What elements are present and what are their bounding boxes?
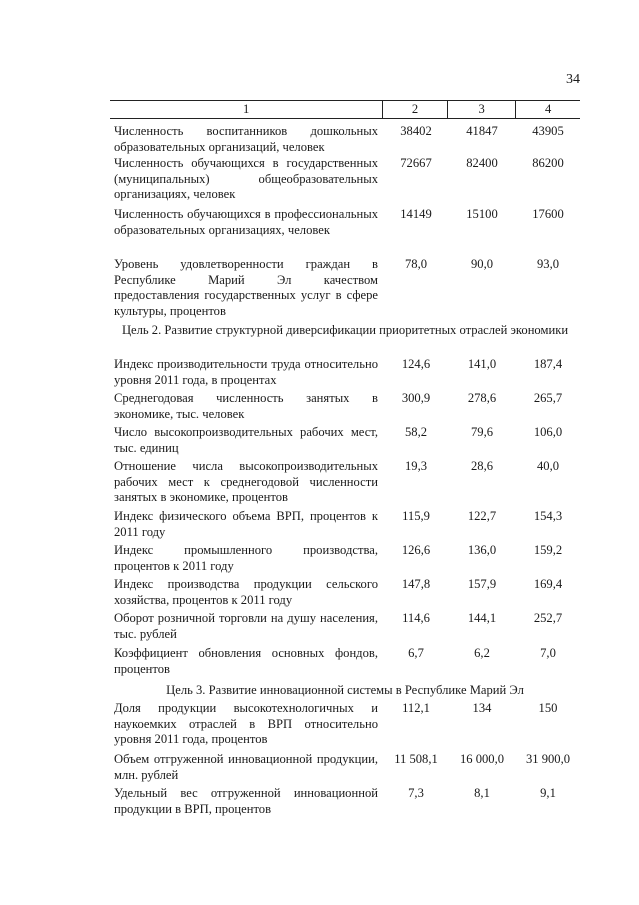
row-value-col-2: 147,8 <box>401 577 431 591</box>
row-value-col-3: 41847 <box>466 124 498 138</box>
row-label: Отношение числа высокопроизводительных рабочих мест к среднегодовой численности занятых в экономике, процентов <box>114 459 378 505</box>
row-value-col-2: 6,7 <box>408 646 424 660</box>
row-label: Коэффициент обновления основных фондов, процентов <box>114 646 378 676</box>
row-value-col-4: 252,7 <box>533 611 563 625</box>
row-value-col-2: 38402 <box>400 124 432 138</box>
row-value-col-2: 11 508,1 <box>394 752 438 766</box>
row-value-col-2: 14149 <box>400 207 432 221</box>
row-value-col-3: 6,2 <box>474 646 490 660</box>
row-value-col-2: 115,9 <box>402 509 430 523</box>
row-value-col-2: 112,1 <box>402 701 430 715</box>
section-goal-2: Цель 2. Развитие структурной диверсификации приоритетных отраслей экономики <box>121 323 569 337</box>
row-value-col-3: 134 <box>472 701 492 715</box>
row-label: Численность обучающихся в профессиональных образовательных организациях, человек <box>114 207 378 237</box>
row-label: Уровень удовлетворенности граждан в Республике Марий Эл качеством предоставления государственных услуг в сфере культуры, процентов <box>114 257 378 318</box>
row-value-col-3: 122,7 <box>467 509 497 523</box>
row-value-col-2: 58,2 <box>404 425 428 439</box>
row-value-col-2: 114,6 <box>402 611 430 625</box>
row-value-col-4: 7,0 <box>540 646 556 660</box>
indicator-table <box>110 100 580 816</box>
section-goal-3: Цель 3. Развитие инновационной системы в Республике Марий Эл <box>166 683 524 697</box>
row-value-col-3: 8,1 <box>474 786 490 800</box>
row-value-col-2: 72667 <box>400 156 432 170</box>
row-label: Численность воспитанников дошкольных образовательных организаций, человек <box>114 124 378 154</box>
row-label: Среднегодовая численность занятых в экономике, тыс. человек <box>114 391 378 421</box>
row-value-col-3: 144,1 <box>467 611 497 625</box>
row-label: Число высокопроизводительных рабочих мест, тыс. единиц <box>114 425 378 455</box>
row-value-col-3: 90,0 <box>470 257 494 271</box>
row-value-col-4: 159,2 <box>533 543 563 557</box>
header-col-2: 2 <box>382 101 447 118</box>
row-value-col-4: 169,4 <box>533 577 563 591</box>
row-value-col-4: 17600 <box>532 207 564 221</box>
row-value-col-2: 300,9 <box>401 391 431 405</box>
row-value-col-2: 7,3 <box>408 786 424 800</box>
row-value-col-3: 82400 <box>466 156 498 170</box>
header-col-4: 4 <box>515 101 580 118</box>
row-value-col-4: 150 <box>538 701 558 715</box>
row-label: Индекс производства продукции сельского хозяйства, процентов к 2011 году <box>114 577 378 607</box>
row-value-col-4: 106,0 <box>533 425 563 439</box>
row-label: Оборот розничной торговли на душу населения, тыс. рублей <box>114 611 378 641</box>
row-label: Индекс физического объема ВРП, процентов к 2011 году <box>114 509 378 539</box>
row-value-col-3: 157,9 <box>467 577 497 591</box>
row-value-col-4: 9,1 <box>540 786 556 800</box>
row-value-col-3: 15100 <box>466 207 498 221</box>
row-value-col-3: 141,0 <box>467 357 497 371</box>
row-value-col-3: 278,6 <box>467 391 497 405</box>
table-header <box>110 100 580 119</box>
row-value-col-4: 43905 <box>532 124 564 138</box>
row-label: Индекс промышленного производства, процентов к 2011 году <box>114 543 378 573</box>
row-label: Индекс производительности труда относительно уровня 2011 года, в процентах <box>114 357 378 387</box>
row-value-col-4: 31 900,0 <box>525 752 571 766</box>
page-number: 34 <box>566 72 580 87</box>
row-value-col-3: 79,6 <box>470 425 494 439</box>
row-value-col-3: 16 000,0 <box>459 752 505 766</box>
row-label: Численность обучающихся в государственных (муниципальных) общеобразовательных организациях, человек <box>114 156 378 202</box>
row-value-col-4: 93,0 <box>536 257 560 271</box>
row-value-col-2: 124,6 <box>401 357 431 371</box>
row-value-col-4: 187,4 <box>533 357 563 371</box>
row-value-col-3: 136,0 <box>467 543 497 557</box>
row-value-col-4: 40,0 <box>536 459 560 473</box>
row-value-col-4: 86200 <box>532 156 564 170</box>
row-value-col-2: 19,3 <box>404 459 428 473</box>
row-value-col-4: 265,7 <box>533 391 563 405</box>
row-value-col-4: 154,3 <box>533 509 563 523</box>
row-value-col-2: 126,6 <box>401 543 431 557</box>
header-col-3: 3 <box>447 101 516 118</box>
row-label: Доля продукции высокотехнологичных и наукоемких отраслей в ВРП относительно уровня 2011 года, процентов <box>114 701 378 747</box>
row-value-col-2: 78,0 <box>404 257 428 271</box>
row-label: Объем отгруженной инновационной продукции, млн. рублей <box>114 752 378 782</box>
row-value-col-3: 28,6 <box>470 459 494 473</box>
row-label: Удельный вес отгруженной инновационной продукции в ВРП, процентов <box>114 786 378 816</box>
header-col-1: 1 <box>242 102 250 116</box>
